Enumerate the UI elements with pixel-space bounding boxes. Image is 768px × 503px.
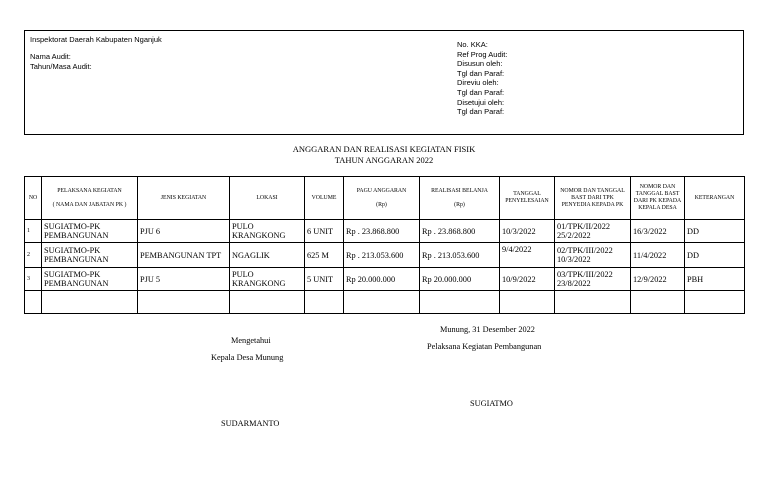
cell-pagu: Rp 20.000.000	[344, 268, 420, 291]
document-subtitle: TAHUN ANGGARAN 2022	[334, 155, 434, 165]
prepared-date-label: Tgl dan Paraf:	[457, 68, 505, 78]
village-head-title: Kepala Desa Munung	[211, 353, 284, 362]
col-header-bast-tpk: NOMOR DAN TANGGAL BAST DARI TPK PENYEDIA KEPADA PK	[555, 177, 631, 220]
cell-pelaksana: SUGIATMO-PK PEMBANGUNAN	[42, 268, 138, 291]
cell-bast-tpk: 03/TPK/III/2022 23/8/2022	[555, 268, 631, 291]
cell-pelaksana: SUGIATMO-PK PEMBANGUNAN	[42, 243, 138, 268]
col-header-realisasi: REALISASI BELANJA (Rp)	[420, 177, 500, 220]
table-row-empty	[25, 291, 745, 314]
col-header-no: NO	[25, 177, 42, 220]
cell-volume: 6 UNIT	[305, 220, 344, 243]
cell-jenis: PEMBANGUNAN TPT	[138, 243, 230, 268]
cell-bast-pk: 16/3/2022	[631, 220, 685, 243]
audit-name-label: Nama Audit:	[30, 52, 71, 61]
cell-lokasi: NGAGLIK	[230, 243, 305, 268]
budget-table	[24, 176, 745, 314]
table-row	[25, 243, 745, 268]
cell-bast-pk: 12/9/2022	[631, 268, 685, 291]
cell-tanggal: 10/9/2022	[500, 268, 555, 291]
col-header-bast-pk: NOMOR DAN TANGGAL BAST DARI PK KEPADA KEPALA DESA	[631, 177, 685, 220]
col-header-keterangan: KETERANGAN	[685, 177, 745, 220]
cell-tanggal: 9/4/2022	[500, 243, 555, 268]
col-header-volume: VOLUME	[305, 177, 344, 220]
signature-date: Munung, 31 Desember 2022	[440, 325, 535, 334]
cell-bast-tpk: 01/TPK/II/2022 25/2/2022	[555, 220, 631, 243]
col-header-tanggal: TANGGAL PENYELESAIAN	[500, 177, 555, 220]
cell-realisasi: Rp 20.000.000	[420, 268, 500, 291]
cell-no: 2	[25, 243, 42, 268]
audit-header-left	[30, 35, 162, 72]
cell-pagu: Rp . 23.868.800	[344, 220, 420, 243]
col-header-pelaksana: PELAKSANA KEGIATAN ( NAMA DAN JABATAN PK )	[42, 177, 138, 220]
acknowledged-label: Mengetahui	[231, 336, 271, 345]
table-row	[25, 268, 745, 291]
reviewed-date-label: Tgl dan Paraf:	[457, 87, 505, 97]
audit-year-label: Tahun/Masa Audit:	[30, 62, 92, 71]
village-head-name: SUDARMANTO	[221, 419, 280, 428]
prepared-by-label: Disusun oleh:	[457, 59, 503, 69]
ref-prog-label: Ref Prog Audit:	[457, 49, 508, 59]
cell-jenis: PJU 6	[138, 220, 230, 243]
reviewed-by-label: Direviu oleh:	[457, 78, 499, 88]
audit-header-box	[24, 30, 744, 135]
cell-keterangan: DD	[685, 220, 745, 243]
col-header-lokasi: LOKASI	[230, 177, 305, 220]
cell-bast-pk: 11/4/2022	[631, 243, 685, 268]
cell-volume: 625 M	[305, 243, 344, 268]
cell-pelaksana: SUGIATMO-PK PEMBANGUNAN	[42, 220, 138, 243]
cell-no: 1	[25, 220, 42, 243]
table-row	[25, 220, 745, 243]
col-header-pagu: PAGU ANGGARAN (Rp)	[344, 177, 420, 220]
cell-keterangan: DD	[685, 243, 745, 268]
cell-realisasi: Rp . 23.868.800	[420, 220, 500, 243]
cell-keterangan: PBH	[685, 268, 745, 291]
cell-lokasi: PULO KRANGKONG	[230, 220, 305, 243]
cell-no: 3	[25, 268, 42, 291]
table-header-row	[25, 177, 745, 220]
cell-volume: 5 UNIT	[305, 268, 344, 291]
executor-title: Pelaksana Kegiatan Pembangunan	[427, 342, 542, 351]
kka-number-label: No. KKA:	[457, 40, 488, 49]
approved-by-label: Disetujui oleh:	[457, 97, 505, 107]
cell-jenis: PJU 5	[138, 268, 230, 291]
executor-name: SUGIATMO	[470, 399, 513, 408]
cell-pagu: Rp . 213.053.600	[344, 243, 420, 268]
cell-tanggal: 10/3/2022	[500, 220, 555, 243]
cell-realisasi: Rp . 213.053.600	[420, 243, 500, 268]
document-title: ANGGARAN DAN REALISASI KEGIATAN FISIK	[292, 144, 476, 154]
col-header-jenis: JENIS KEGIATAN	[138, 177, 230, 220]
audit-header-right	[457, 40, 507, 117]
cell-bast-tpk: 02/TPK/III/2022 10/3/2022	[555, 243, 631, 268]
cell-lokasi: PULO KRANGKONG	[230, 268, 305, 291]
agency-name: Inspektorat Daerah Kabupaten Nganjuk	[30, 35, 162, 44]
approved-date-label: Tgl dan Paraf:	[457, 107, 505, 117]
